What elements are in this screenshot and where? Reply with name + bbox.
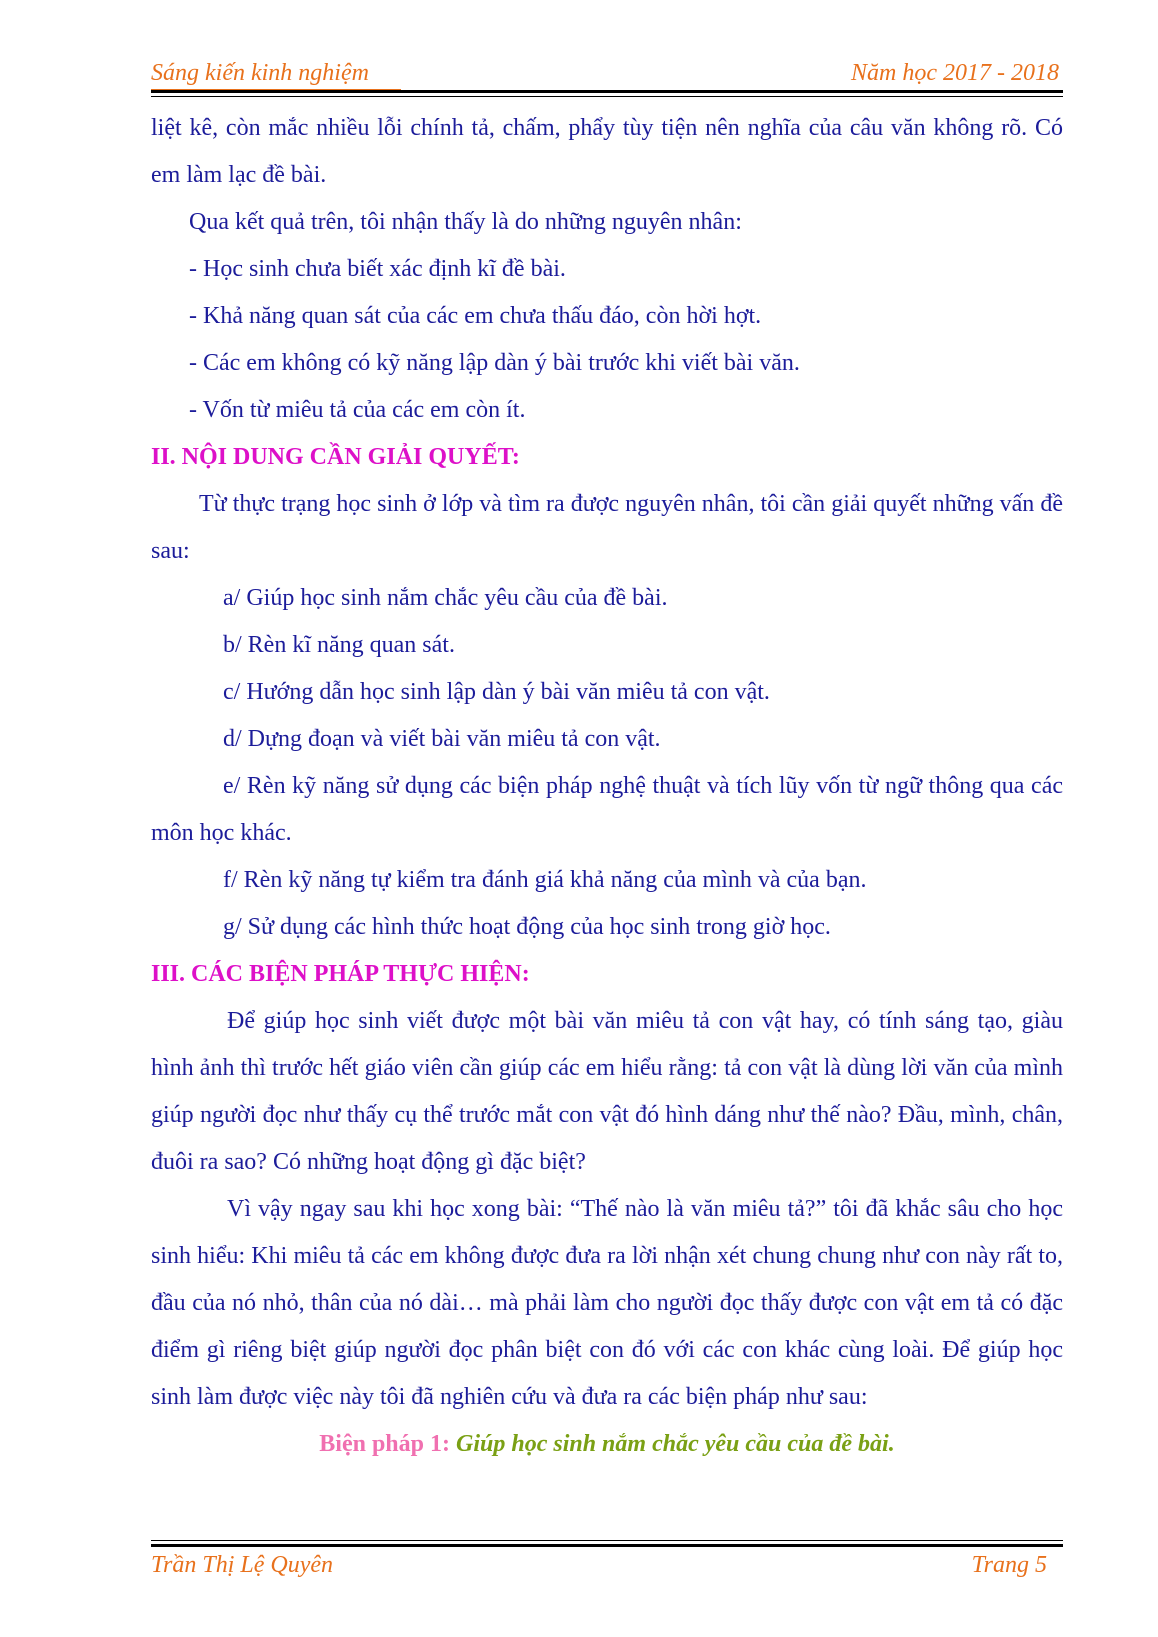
page-footer (151, 1552, 1063, 1582)
document-body (151, 105, 1063, 1468)
task-item: d/ Dựng đoạn và viết bài văn miêu tả con vật. (223, 726, 661, 752)
task-item: c/ Hướng dẫn học sinh lập dàn ý bài văn miêu tả con vật. (223, 679, 770, 705)
section-3-heading: III. CÁC BIỆN PHÁP THỰC HIỆN: (151, 961, 530, 987)
section-2-intro: Từ thực trạng học sinh ở lớp và tìm ra được nguyên nhân, tôi cần giải quyết những vấn đề sau: (151, 491, 1063, 564)
header-school-year: Năm học 2017 - 2018 (851, 60, 1059, 86)
cause-item: - Học sinh chưa biết xác định kĩ đề bài. (189, 256, 566, 282)
task-item: e/ Rèn kỹ năng sử dụng các biện pháp nghệ thuật và tích lũy vốn từ ngữ thông qua các môn học khác. (151, 773, 1063, 846)
paragraph-continued: liệt kê, còn mắc nhiều lỗi chính tả, chấm, phẩy tùy tiện nên nghĩa của câu văn không rõ. Có em làm lạc đề bài. (151, 115, 1063, 188)
measure-1-title: Giúp học sinh nắm chắc yêu cầu của đề bài. (456, 1431, 895, 1457)
cause-item: - Khả năng quan sát của các em chưa thấu đáo, còn hời hợt. (189, 303, 762, 329)
footer-rule-thick (151, 1544, 1063, 1547)
section-3-paragraph: Để giúp học sinh viết được một bài văn miêu tả con vật hay, có tính sáng tạo, giàu hình ảnh thì trước hết giáo viên cần giúp các em hiểu rằng: tả con vật là dùng lời văn của mình giúp người đọc như thấy cụ thể trước mắt con vật đó hình dáng như thế nào? Đầu, mình, chân, đuôi ra sao? Có những hoạt động gì đặc biệt? (151, 1008, 1063, 1175)
footer-rule-thin (151, 1540, 1063, 1541)
header-document-type: Sáng kiến kinh nghiệm (151, 60, 369, 86)
header-rule-thin (151, 96, 1063, 97)
task-item: g/ Sử dụng các hình thức hoạt động của học sinh trong giờ học. (223, 914, 831, 940)
measure-1-heading (151, 1421, 1063, 1468)
section-2-heading: II. NỘI DUNG CẦN GIẢI QUYẾT: (151, 444, 520, 470)
task-item: f/ Rèn kỹ năng tự kiểm tra đánh giá khả năng của mình và của bạn. (223, 867, 867, 893)
cause-item: - Vốn từ miêu tả của các em còn ít. (189, 397, 526, 423)
task-item: b/ Rèn kĩ năng quan sát. (223, 632, 455, 658)
header-rule-thick (151, 90, 1063, 93)
paragraph-causes-intro: Qua kết quả trên, tôi nhận thấy là do những nguyên nhân: (189, 209, 742, 235)
task-item: a/ Giúp học sinh nắm chắc yêu cầu của đề bài. (223, 585, 668, 611)
footer-page-number: Trang 5 (971, 1552, 1047, 1578)
section-3-paragraph: Vì vậy ngay sau khi học xong bài: “Thế nào là văn miêu tả?” tôi đã khắc sâu cho học sinh hiểu: Khi miêu tả các em không được đưa ra lời nhận xét chung chung như con này rất to, đầu của nó nhỏ, thân của nó dài… mà phải làm cho người đọc thấy được con vật em tả có đặc điểm gì riêng biệt giúp người đọc phân biệt con đó với các con khác cùng loài. Để giúp học sinh làm được việc này tôi đã nghiên cứu và đưa ra các biện pháp như sau: (151, 1196, 1063, 1410)
measure-1-colon: : (442, 1431, 456, 1457)
measure-1-label: Biện pháp 1 (319, 1431, 442, 1457)
page-header (151, 60, 1063, 90)
cause-item: - Các em không có kỹ năng lập dàn ý bài trước khi viết bài văn. (189, 350, 800, 376)
footer-author: Trần Thị Lệ Quyên (151, 1552, 334, 1578)
